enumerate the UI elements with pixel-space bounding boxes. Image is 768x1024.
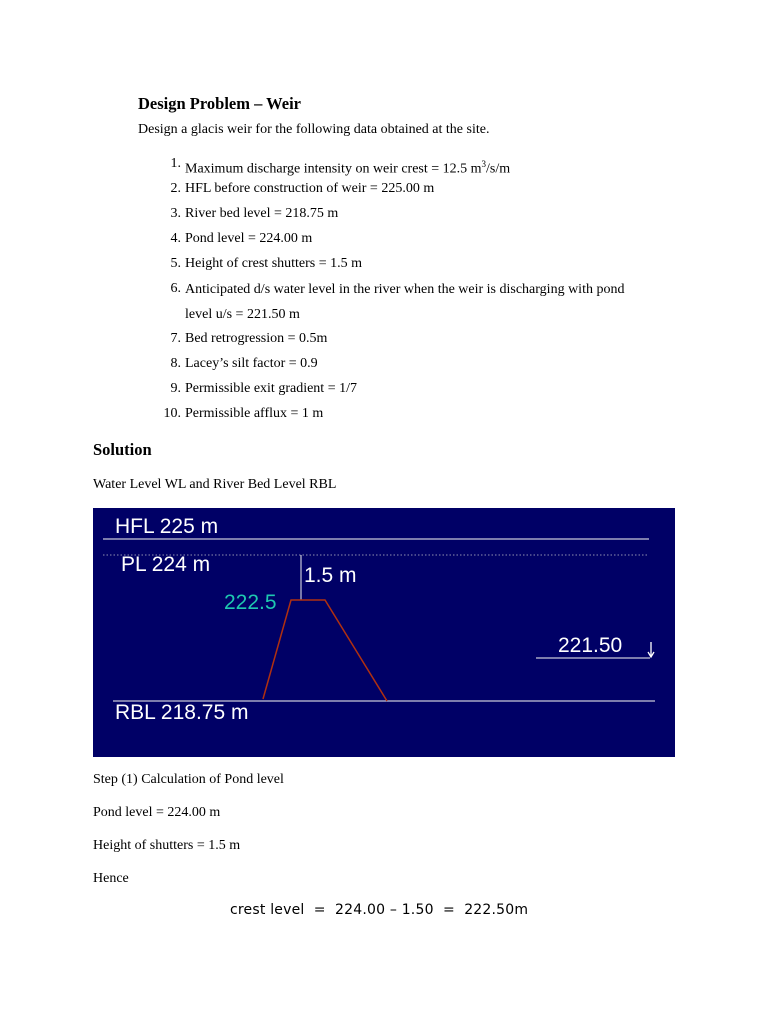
list-number: 2. xyxy=(170,181,181,196)
list-item xyxy=(155,280,675,330)
list-text xyxy=(185,155,510,179)
solution-heading: Solution xyxy=(93,440,152,459)
downstream-level-label: 221.50 xyxy=(558,634,623,657)
list-text: Anticipated d/s water level in the river when the weir is discharging with pond level u/s = 221.50 m xyxy=(185,282,625,322)
crest-level-label: 222.5 xyxy=(224,591,277,614)
list-text: Bed retrogression = 0.5m xyxy=(185,331,328,346)
page-title: Design Problem – Weir xyxy=(138,94,302,113)
pond-level-label: PL 224 m xyxy=(121,553,211,576)
list-text: Lacey’s silt factor = 0.9 xyxy=(185,356,318,371)
list-item xyxy=(155,205,675,230)
list-item xyxy=(155,380,675,405)
list-number: 5. xyxy=(170,256,181,271)
step-heading: Step (1) Calculation of Pond level xyxy=(93,772,284,787)
list-number: 10. xyxy=(163,406,181,421)
list-number: 1. xyxy=(170,156,181,171)
list-text: Pond level = 224.00 m xyxy=(185,231,313,246)
list-number: 7. xyxy=(170,331,181,346)
list-number: 6. xyxy=(170,281,181,296)
list-number: 8. xyxy=(170,356,181,371)
list-item xyxy=(155,330,675,355)
list-item xyxy=(155,155,675,180)
riverbed-label: RBL 218.75 m xyxy=(115,701,249,724)
weir-diagram-svg xyxy=(93,508,675,757)
shutter-height-text: Height of shutters = 1.5 m xyxy=(93,838,241,853)
list-text: Permissible afflux = 1 m xyxy=(185,406,324,421)
crest-level-equation: crest level = 224.00 – 1.50 = 222.50m xyxy=(230,902,529,918)
list-text: Permissible exit gradient = 1/7 xyxy=(185,381,357,396)
list-text: Height of crest shutters = 1.5 m xyxy=(185,256,363,271)
list-item xyxy=(155,230,675,255)
hence-text: Hence xyxy=(93,871,129,886)
list-number: 4. xyxy=(170,231,181,246)
list-item xyxy=(155,355,675,380)
diagram-caption: Water Level WL and River Bed Level RBL xyxy=(93,477,337,492)
list-text-tail: /s/m xyxy=(486,161,511,177)
data-list xyxy=(155,155,675,430)
list-item xyxy=(155,180,675,205)
hfl-label: HFL 225 m xyxy=(115,515,219,538)
superscript: 3 xyxy=(481,159,487,169)
list-number: 3. xyxy=(170,206,181,221)
weir-diagram xyxy=(93,508,675,757)
list-item xyxy=(155,405,675,430)
intro-text: Design a glacis weir for the following data obtained at the site. xyxy=(138,122,490,137)
weir-profile xyxy=(263,600,387,701)
pond-level-text: Pond level = 224.00 m xyxy=(93,805,221,820)
shutter-label: 1.5 m xyxy=(304,564,357,587)
down-arrow-icon xyxy=(648,642,654,657)
list-text: River bed level = 218.75 m xyxy=(185,206,339,221)
list-number: 9. xyxy=(170,381,181,396)
list-text: HFL before construction of weir = 225.00 m xyxy=(185,181,435,196)
list-text-main: Maximum discharge intensity on weir crest = 12.5 m xyxy=(185,161,482,177)
